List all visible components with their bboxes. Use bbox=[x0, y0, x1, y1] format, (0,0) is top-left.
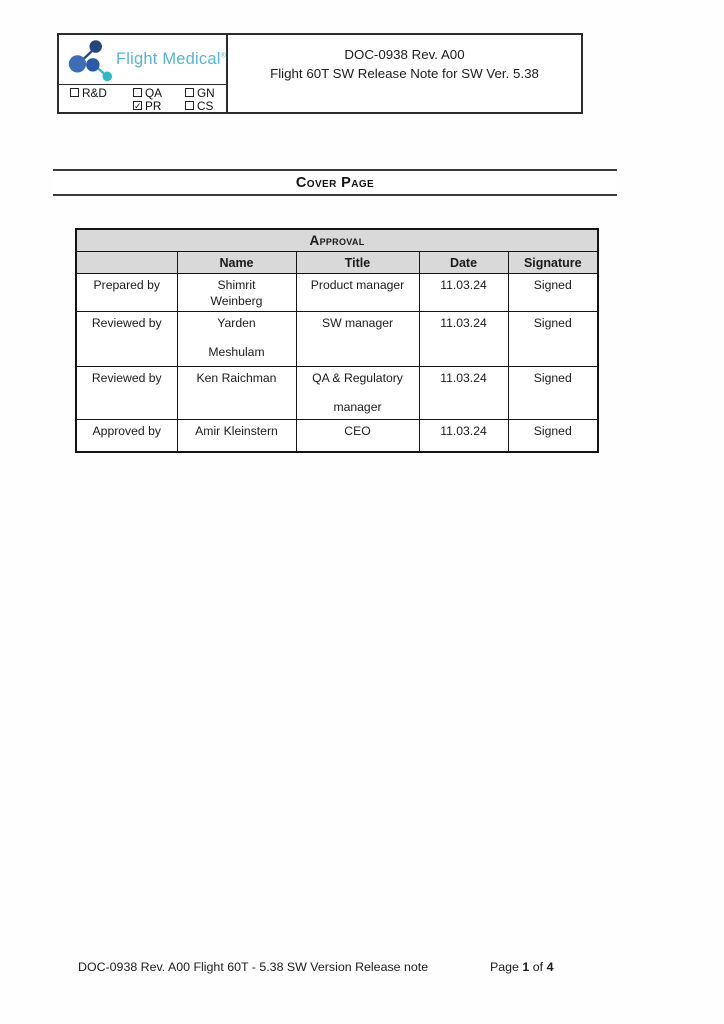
role-cell: Reviewed by bbox=[76, 367, 177, 420]
header-doc-info bbox=[228, 35, 581, 112]
signature-cell: Signed bbox=[508, 367, 598, 420]
column-header-name: Name bbox=[177, 252, 296, 274]
table-row bbox=[76, 312, 598, 367]
title-cell: CEO bbox=[296, 420, 419, 452]
date-cell: 11.03.24 bbox=[419, 274, 508, 312]
title-cell: Product manager bbox=[296, 274, 419, 312]
column-header-role bbox=[76, 252, 177, 274]
role-cell: Approved by bbox=[76, 420, 177, 452]
footer-doc-reference: DOC-0938 Rev. A00 Flight 60T - 5.38 SW Version Release note bbox=[78, 960, 429, 974]
table-row bbox=[76, 420, 598, 452]
doc-classification-checkboxes bbox=[59, 85, 226, 112]
document-header bbox=[57, 33, 583, 114]
approval-table-header-row bbox=[76, 252, 598, 274]
doc-title: Flight 60T SW Release Note for SW Ver. 5.38 bbox=[270, 65, 539, 81]
checkbox-label: GN bbox=[197, 85, 215, 100]
column-header-date: Date bbox=[419, 252, 508, 274]
role-cell: Reviewed by bbox=[76, 312, 177, 367]
name-cell: Ken Raichman bbox=[177, 367, 296, 420]
footer-page-number: Page 1 of 4 bbox=[490, 960, 554, 974]
signature-cell: Signed bbox=[508, 274, 598, 312]
registered-mark: ® bbox=[220, 52, 226, 60]
total-page-count: 4 bbox=[546, 960, 554, 974]
checkbox-label: PR bbox=[145, 98, 162, 113]
checkbox-icon bbox=[133, 88, 142, 97]
approval-table-title: Approval bbox=[76, 229, 598, 252]
checkbox-pr-checked bbox=[133, 99, 185, 113]
checkbox-rd bbox=[70, 86, 133, 100]
checkbox-icon bbox=[70, 88, 79, 97]
checkbox-label: CS bbox=[197, 98, 214, 113]
logo-wordmark: Flight Medical® bbox=[116, 50, 226, 68]
doc-number: DOC-0938 Rev. A00 bbox=[344, 47, 465, 62]
flight-medical-logo-icon bbox=[64, 37, 114, 83]
name-cell: Yarden Meshulam bbox=[177, 312, 296, 367]
table-row bbox=[76, 274, 598, 312]
checkbox-icon bbox=[185, 101, 194, 110]
checkbox-label: R&D bbox=[82, 85, 107, 100]
checkbox-icon bbox=[185, 88, 194, 97]
title-cell: SW manager bbox=[296, 312, 419, 367]
signature-cell: Signed bbox=[508, 312, 598, 367]
name-cell: Amir Kleinstern bbox=[177, 420, 296, 452]
date-cell: 11.03.24 bbox=[419, 420, 508, 452]
date-cell: 11.03.24 bbox=[419, 367, 508, 420]
title-cell: QA & Regulatory manager bbox=[296, 367, 419, 420]
name-cell: Shimrit Weinberg bbox=[177, 274, 296, 312]
column-header-title: Title bbox=[296, 252, 419, 274]
approval-table bbox=[75, 228, 599, 453]
table-row bbox=[76, 367, 598, 420]
role-cell: Prepared by bbox=[76, 274, 177, 312]
company-logo bbox=[59, 35, 226, 85]
page-title: Cover Page bbox=[53, 169, 617, 196]
approval-table-title-row bbox=[76, 229, 598, 252]
header-logo-cell bbox=[59, 35, 228, 112]
checkbox-label: QA bbox=[145, 85, 163, 100]
checkbox-qa bbox=[133, 86, 185, 100]
signature-cell: Signed bbox=[508, 420, 598, 452]
column-header-signature: Signature bbox=[508, 252, 598, 274]
checked-checkbox-icon: ✓ bbox=[134, 101, 142, 111]
current-page-number: 1 bbox=[522, 960, 530, 974]
date-cell: 11.03.24 bbox=[419, 312, 508, 367]
